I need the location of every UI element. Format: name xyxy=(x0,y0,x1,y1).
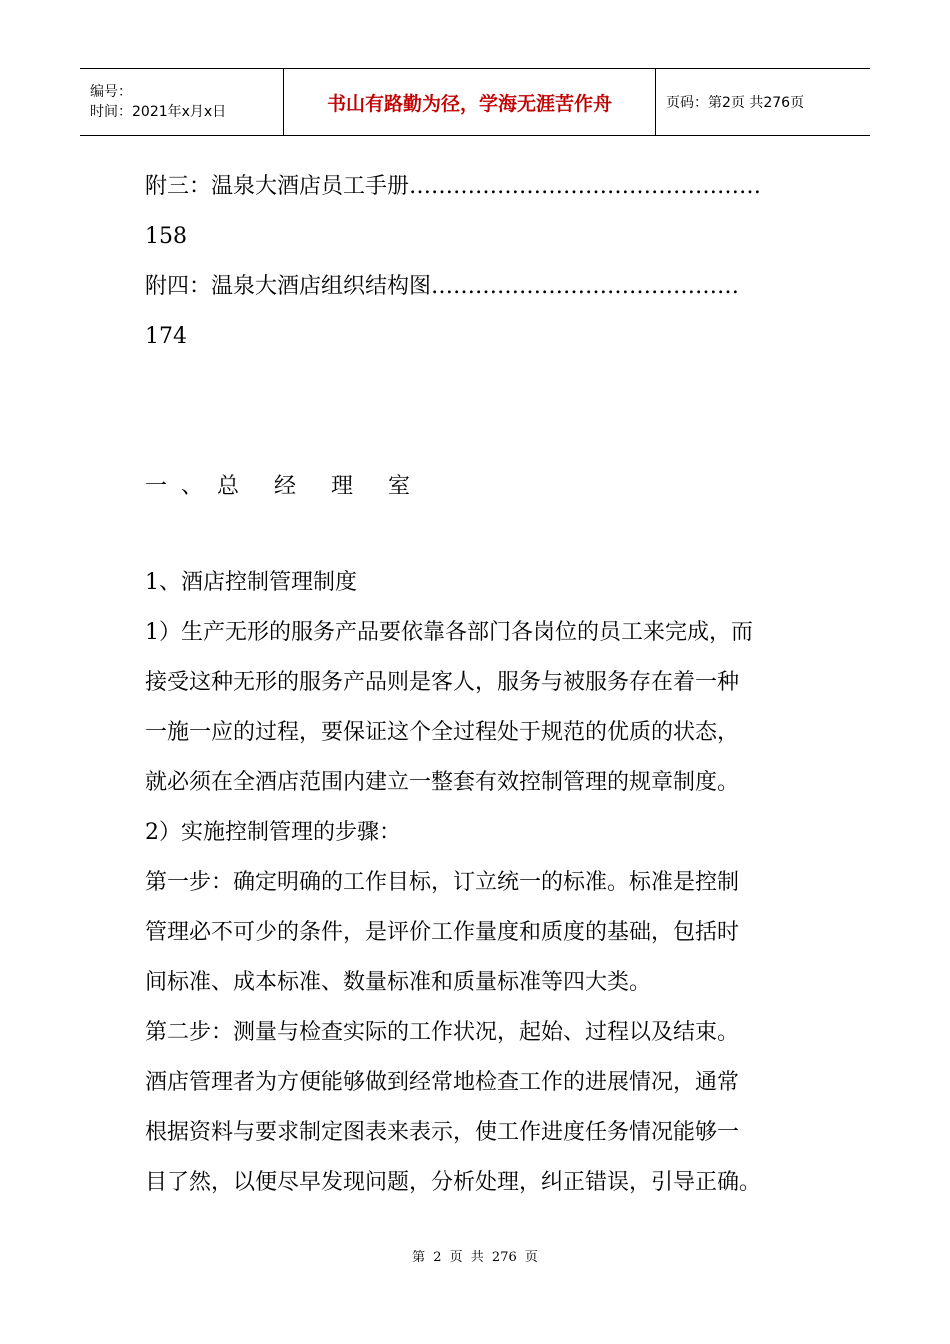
subsection-heading: 1、酒店控制管理制度 xyxy=(145,570,357,595)
section-heading: 一、总 经 理 室 xyxy=(145,474,424,499)
paragraph-line: 第一步：确定明确的工作目标，订立统一的标准。标准是控制 xyxy=(145,870,740,895)
paragraph-line: 管理必不可少的条件，是评价工作量度和质度的基础，包括时 xyxy=(145,920,740,945)
paragraph-line: 1）生产无形的服务产品要依靠各部门各岗位的员工来完成，而 xyxy=(145,620,753,645)
doc-time-label: 时间：2021年x月x日 xyxy=(90,104,227,120)
paragraph-line: 接受这种无形的服务产品则是客人，服务与被服务存在着一种 xyxy=(145,670,740,695)
table-of-contents xyxy=(145,165,810,365)
paragraph-line: 酒店管理者为方便能够做到经常地检查工作的进展情况，通常 xyxy=(145,1070,740,1095)
doc-number-label: 编号： xyxy=(90,84,132,100)
toc-entry-page: 174 xyxy=(145,324,187,349)
paragraph-line: 2）实施控制管理的步骤： xyxy=(145,820,401,845)
page-header xyxy=(80,68,870,136)
body-text xyxy=(145,561,810,1211)
header-meta xyxy=(80,69,283,135)
header-page-info: 页码：第2页 共276页 xyxy=(666,95,805,111)
paragraph-line: 根据资料与要求制定图表来表示，使工作进度任务情况能够一 xyxy=(145,1120,740,1145)
document-body xyxy=(145,165,810,1211)
page-footer: 第 2 页 共 276 页 xyxy=(412,1250,538,1265)
header-motto: 书山有路勤为径，学海无涯苦作舟 xyxy=(283,69,656,135)
paragraph-line: 一施一应的过程，要保证这个全过程处于规范的优质的状态， xyxy=(145,720,740,745)
toc-entry-page: 158 xyxy=(145,224,187,249)
paragraph-line: 目了然，以便尽早发现问题，分析处理，纠正错误，引导正确。 xyxy=(145,1170,762,1195)
paragraph-line: 就必须在全酒店范围内建立一整套有效控制管理的规章制度。 xyxy=(145,770,740,795)
toc-entry-title: 附三：温泉大酒店员工手册………………………………………… xyxy=(145,174,762,199)
toc-entry-title: 附四：温泉大酒店组织结构图…………………………………… xyxy=(145,274,740,299)
paragraph-line: 间标准、成本标准、数量标准和质量标准等四大类。 xyxy=(145,970,652,995)
paragraph-line: 第二步：测量与检查实际的工作状况，起始、过程以及结束。 xyxy=(145,1020,740,1045)
